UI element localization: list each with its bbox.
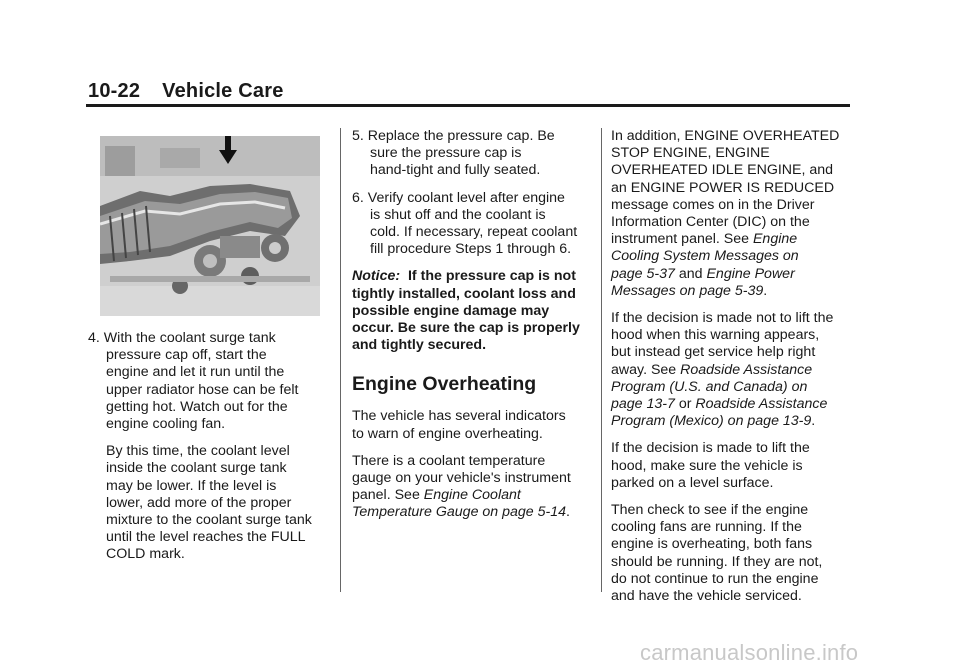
column-2	[352, 128, 592, 532]
cross-reference-link[interactable]: Engine	[752, 231, 798, 248]
down-arrow-icon	[219, 136, 237, 166]
text-line: until the level reaches the FULL	[106, 529, 306, 546]
text-line: message comes on in the Driver	[611, 196, 815, 213]
text-run: .	[566, 504, 570, 521]
column-1	[88, 330, 332, 574]
paragraph	[611, 440, 851, 492]
text-line: possible engine damage may	[352, 302, 550, 319]
text-line: pressure cap off, start the	[106, 347, 267, 364]
text-line: tightly installed, coolant loss and	[352, 285, 576, 302]
paragraph	[611, 502, 851, 605]
cross-reference-link[interactable]: Cooling System Messages on	[611, 248, 799, 265]
text-line: an ENGINE POWER IS REDUCED	[611, 179, 835, 196]
text-line: COLD mark.	[106, 546, 185, 563]
section-title: Vehicle Care	[162, 80, 284, 102]
text-line: cooling fans are running. If the	[611, 519, 802, 536]
watermark: carmanualsonline.info	[640, 640, 859, 665]
cross-reference-link[interactable]: Engine Coolant	[423, 487, 521, 504]
text-line: Information Center (DIC) on the	[611, 214, 810, 231]
text-line: OVERHEATED IDLE ENGINE, and	[611, 162, 834, 179]
text-line: The vehicle has several indicators	[352, 408, 566, 425]
text-line: 6. Verify coolant level after engine	[352, 189, 565, 206]
notice-label: Notice:	[352, 268, 401, 285]
text-line: If the decision is made not to lift the	[611, 310, 834, 327]
text-line: By this time, the coolant level	[106, 443, 290, 460]
text-line: gauge on your vehicle's instrument	[352, 470, 571, 487]
header-rule	[86, 104, 850, 107]
cross-reference-link[interactable]: Program (Mexico) on page 13-9	[611, 413, 812, 430]
text-line: In addition, ENGINE OVERHEATED	[611, 128, 840, 144]
text-line: 4. With the coolant surge tank	[88, 330, 276, 346]
cross-reference-link[interactable]: page 5-37	[611, 265, 675, 282]
text-line: engine is overheating, both fans	[611, 536, 813, 553]
text-run: or	[674, 396, 696, 413]
text-line: cold. If necessary, repeat coolant	[370, 224, 578, 241]
text-line: but instead get service help right	[611, 344, 816, 361]
notice-box	[352, 268, 592, 354]
step-6	[352, 190, 592, 259]
text-line: STOP ENGINE, ENGINE	[611, 145, 770, 162]
text-line: fill procedure Steps 1 through 6.	[370, 241, 572, 258]
text-line: parked on a level surface.	[611, 474, 774, 491]
text-line: upper radiator hose can be felt	[106, 381, 299, 398]
text-run: .	[811, 413, 816, 430]
text-line: getting hot. Watch out for the	[106, 398, 288, 415]
text-line: mixture to the coolant surge tank	[106, 512, 312, 529]
paragraph	[352, 453, 592, 522]
step-5	[352, 128, 592, 180]
text-line: lower, add more of the proper	[106, 494, 292, 511]
text-run: .	[763, 282, 768, 299]
cross-reference-link[interactable]: Temperature Gauge on page 5-14	[352, 504, 567, 521]
section-heading: Engine Overheating	[352, 373, 537, 396]
text-run: panel. See	[352, 487, 424, 504]
text-line: inside the coolant surge tank	[106, 460, 287, 477]
column-divider-2	[601, 128, 602, 592]
paragraph	[611, 128, 851, 300]
text-line: 5. Replace the pressure cap. Be	[352, 128, 555, 144]
paragraph	[611, 310, 851, 430]
text-line: hand-tight and fully seated.	[370, 162, 541, 179]
text-run: away. See	[611, 361, 681, 378]
text-line: sure the pressure cap is	[370, 145, 522, 162]
column-divider-1	[340, 128, 341, 592]
cross-reference-link[interactable]: Roadside Assistance	[695, 396, 828, 413]
step-4	[88, 330, 332, 433]
text-line: occur. Be sure the cap is properly	[352, 320, 580, 337]
text-line: Then check to see if the engine	[611, 502, 809, 519]
cross-reference-link[interactable]: Messages on page 5-39	[611, 282, 764, 299]
engine-coolant-hose-illustration	[100, 136, 320, 316]
text-line: If the decision is made to lift the	[611, 440, 810, 457]
text-line: hood, make sure the vehicle is	[611, 457, 803, 474]
cross-reference-link[interactable]: Program (U.S. and Canada) on	[611, 378, 808, 395]
text-line: to warn of engine overheating.	[352, 425, 543, 442]
step-4-continued	[88, 443, 332, 563]
text-line: engine and let it run until the	[106, 364, 285, 381]
text-line: and have the vehicle serviced.	[611, 588, 802, 605]
text-run: instrument panel. See	[611, 231, 753, 248]
cross-reference-link[interactable]: Engine Power	[706, 265, 795, 282]
engine-illustration-svg	[100, 136, 320, 316]
page-number: 10-22	[88, 80, 141, 102]
paragraph	[352, 408, 592, 442]
text-run: and	[674, 265, 707, 282]
text-line: do not continue to run the engine	[611, 570, 819, 587]
cross-reference-link[interactable]: Roadside Assistance	[680, 361, 813, 378]
text-line: engine cooling fan.	[106, 416, 226, 433]
text-line: hood when this warning appears,	[611, 327, 820, 344]
text-line: may be lower. If the level is	[106, 477, 277, 494]
text-line: There is a coolant temperature	[352, 452, 546, 469]
column-3	[611, 128, 851, 615]
text-line: should be running. If they are not,	[611, 553, 823, 570]
page-header	[88, 80, 284, 103]
text-line: If the pressure cap is not	[407, 268, 576, 285]
text-line: is shut off and the coolant is	[370, 206, 546, 223]
text-line: and tightly secured.	[352, 337, 487, 354]
cross-reference-link[interactable]: page 13-7	[611, 396, 675, 413]
